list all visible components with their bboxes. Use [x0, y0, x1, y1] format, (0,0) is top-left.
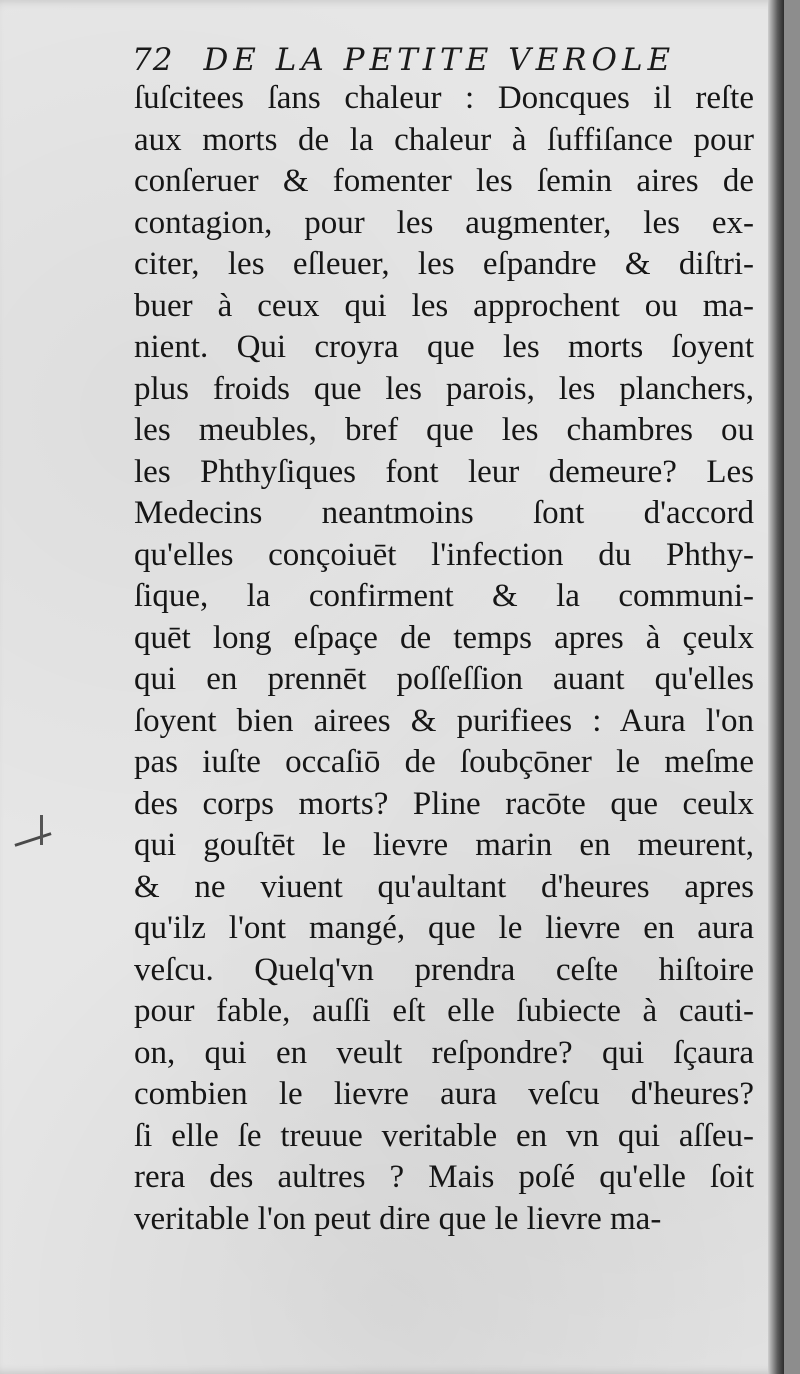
- text-line: qu'ilz l'ont mangé, que le lievre en aura: [134, 910, 754, 946]
- text-line: des corps morts? Pline racōte que ceulx: [134, 785, 754, 822]
- text-line: qui en prennēt poſſeſſion auant qu'elles: [134, 661, 754, 697]
- text-line: conſeruer & fomenter les ſemin aires de: [134, 163, 754, 199]
- text-line: aux morts de la chaleur à ſuffiſance pour: [134, 121, 754, 158]
- text-line: qui gouſtēt le lievre marin en meurent,: [134, 827, 754, 863]
- margin-ink-stroke: [40, 815, 43, 845]
- text-line: citer, les eſleuer, les eſpandre & diſtri-: [134, 246, 754, 282]
- text-line: pour fable, auſſi eſt elle ſubiecte à cauti-: [134, 993, 754, 1029]
- text-line: combien le lievre aura veſcu d'heures?: [134, 1076, 754, 1112]
- text-line: pas iuſte occaſiō de ſoubçōner le meſme: [134, 744, 754, 780]
- page-gutter-edge: [768, 0, 784, 1374]
- text-line: rera des aultres ? Mais poſé qu'elle ſoit: [134, 1159, 754, 1195]
- page-number: 72: [132, 42, 174, 78]
- text-line: ſoyent bien airees & purifiees : Aura l'on: [134, 702, 754, 739]
- text-line: ſuſcitees ſans chaleur : Doncques il reſte: [134, 80, 754, 116]
- text-line: qu'elles conçoiuēt l'infection du Phthy-: [134, 536, 754, 573]
- text-line: ſi elle ſe treuue veritable en vn qui aſſeu-: [134, 1117, 754, 1154]
- text-line: quēt long eſpaçe de temps apres à çeulx: [134, 619, 754, 656]
- text-line: nient. Qui croyra que les morts ſoyent: [134, 329, 754, 365]
- text-line: ſique, la confirment & la communi-: [134, 578, 754, 614]
- text-line: buer à ceux qui les approchent ou ma-: [134, 287, 754, 324]
- text-line: veritable l'on peut dire que le lievre ma-: [134, 1200, 662, 1237]
- text-line: veſcu. Quelq'vn prendra ceſte hiſtoire: [134, 951, 754, 988]
- margin-ink-mark: [14, 832, 51, 847]
- body-text: [134, 78, 754, 1240]
- text-line: les meubles, bref que les chambres ou: [134, 412, 754, 448]
- text-line: plus froids que les parois, les planchers,: [134, 370, 754, 407]
- text-line: & ne viuent qu'aultant d'heures apres: [134, 868, 754, 905]
- text-line: contagion, pour les augmenter, les ex-: [134, 204, 754, 241]
- text-line: Medecins neantmoins ſont d'accord: [134, 495, 754, 531]
- text-line: les Phthyſiques font leur demeure? Les: [134, 453, 754, 490]
- running-title: DE LA PETITE VEROLE: [203, 42, 676, 78]
- text-line: on, qui en veult reſpondre? qui ſçaura: [134, 1034, 754, 1071]
